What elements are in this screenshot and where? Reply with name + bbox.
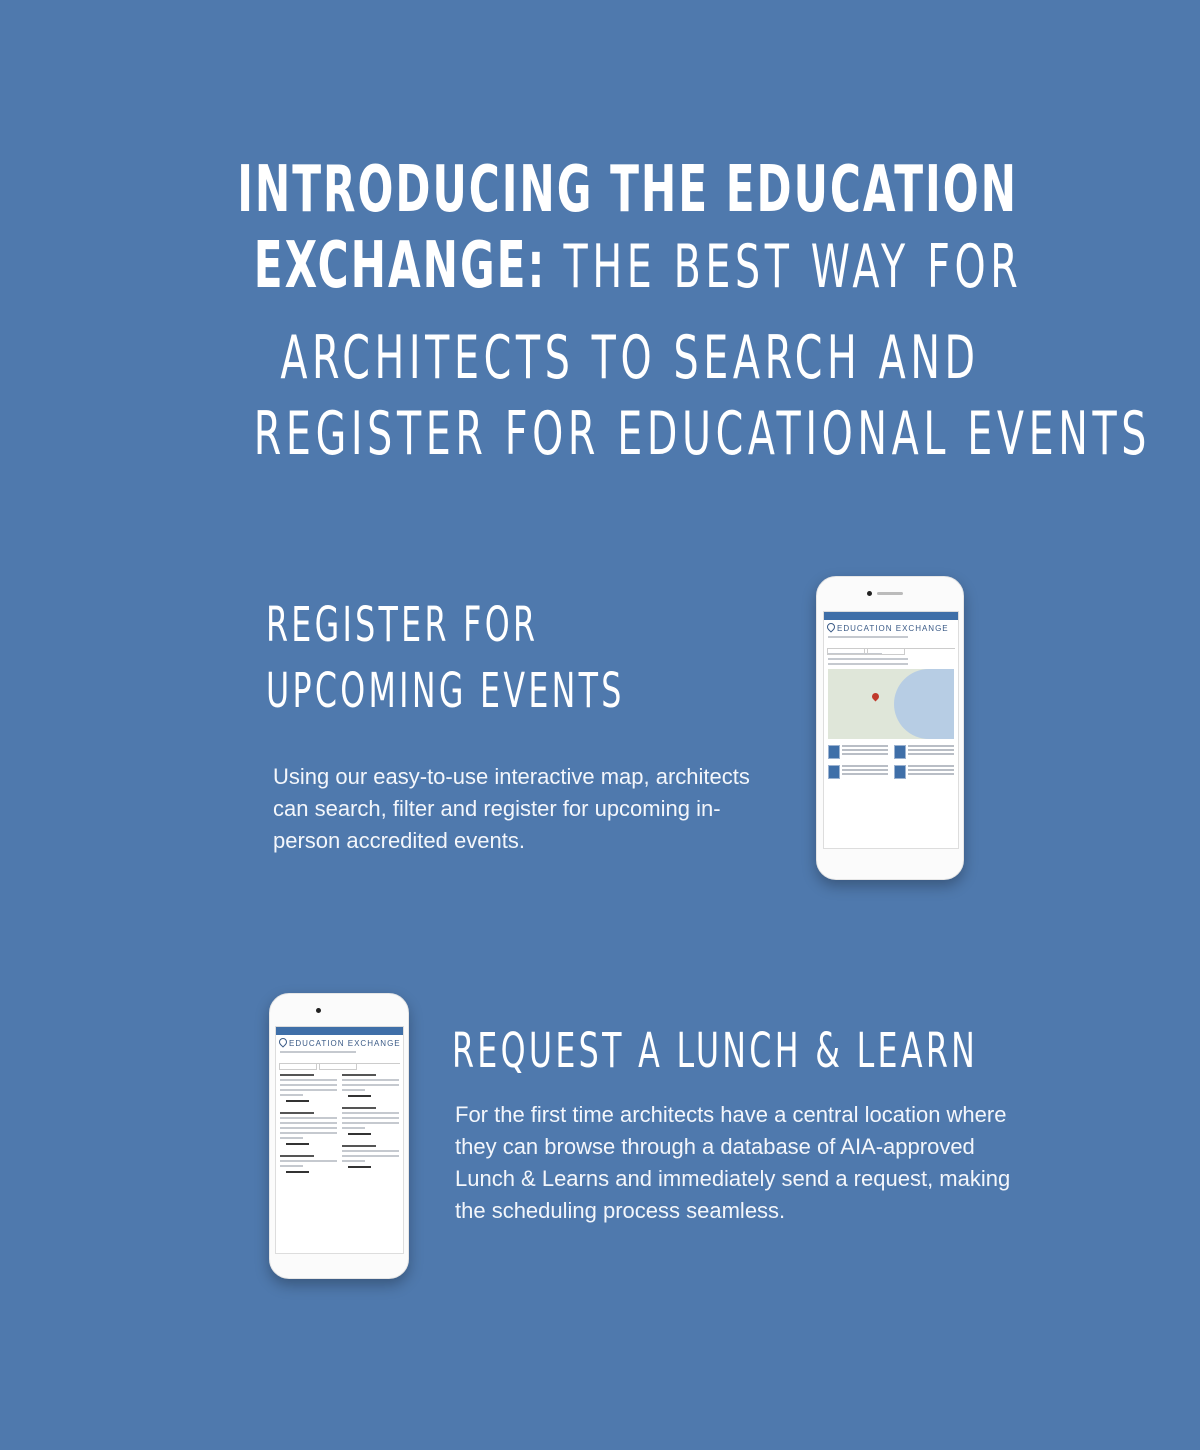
lunch-learn-section-description: For the first time architects have a central location where they can browse through a database of AIA-approved Lunch & Learns and immediately send a request, making the scheduling process seamless. (455, 1102, 1011, 1223)
screen-map (828, 669, 954, 739)
app-top-bar (276, 1027, 403, 1035)
request-lunch-learn-link (286, 1100, 309, 1102)
screen-event-row (828, 745, 954, 759)
event-date-badge (894, 745, 906, 759)
screen-tabs (827, 642, 955, 649)
screen-listing-columns (276, 1068, 403, 1186)
phone-mockup-map (816, 576, 964, 880)
register-title-line-1: REGISTER FOR (266, 597, 539, 653)
event-date-badge (828, 745, 840, 759)
request-lunch-learn-link (348, 1095, 371, 1097)
screen-event (894, 745, 954, 759)
headline-line-3: ARCHITECTS TO SEARCH AND (280, 323, 980, 393)
register-section-description: Using our easy-to-use interactive map, architects can search, filter and register for upcoming in-person accredited events. (273, 764, 750, 853)
headline-line-2 (253, 228, 1023, 320)
request-lunch-learn-link (348, 1133, 371, 1135)
screen-tab (827, 648, 865, 655)
event-date-badge (894, 765, 906, 779)
screen-listing-column (342, 1071, 399, 1183)
phone-camera (316, 1008, 321, 1013)
phone-speaker (877, 592, 903, 595)
map-pin-icon (871, 692, 881, 702)
phone-mockup-lunch-learn (269, 993, 409, 1279)
register-title-line-2: UPCOMING EVENTS (266, 663, 625, 719)
event-text (842, 765, 888, 779)
headline-bold-part: EXCHANGE: (253, 229, 547, 303)
app-brand-text: EDUCATION EXCHANGE (289, 1039, 401, 1048)
request-lunch-learn-link (348, 1166, 371, 1168)
register-section-title (266, 592, 625, 724)
screen-filter-line (828, 663, 908, 665)
phone-screen-lunch-learn (275, 1026, 404, 1254)
screen-event (828, 765, 888, 779)
lunch-learn-section-title: REQUEST A LUNCH & LEARN (452, 1023, 979, 1079)
screen-event (894, 765, 954, 779)
headline-light-part: THE BEST WAY FOR (546, 232, 1023, 302)
app-top-bar (824, 612, 958, 620)
phone-camera (867, 591, 872, 596)
headline-line-1: INTRODUCING THE EDUCATION (237, 153, 1018, 227)
screen-subtitle-line (280, 1051, 356, 1053)
screen-tab (319, 1063, 357, 1070)
app-brand (824, 620, 958, 633)
hero-headline (0, 152, 1200, 472)
screen-tabs (279, 1057, 400, 1064)
location-pin-icon (825, 621, 836, 632)
screen-subtitle-line (828, 636, 908, 638)
app-brand (276, 1035, 403, 1048)
location-pin-icon (277, 1036, 288, 1047)
event-text (842, 745, 888, 759)
screen-listing-column (280, 1071, 337, 1183)
event-text (908, 765, 954, 779)
request-lunch-learn-link (286, 1171, 309, 1173)
headline-line-4: REGISTER FOR EDUCATIONAL EVENTS (253, 399, 1152, 469)
phone-screen-events (823, 611, 959, 849)
screen-event-row (828, 765, 954, 779)
event-date-badge (828, 765, 840, 779)
screen-event (828, 745, 888, 759)
app-brand-text: EDUCATION EXCHANGE (837, 624, 949, 633)
event-text (908, 745, 954, 759)
map-water (894, 669, 954, 739)
screen-filter-line (828, 658, 908, 660)
request-lunch-learn-link (286, 1143, 309, 1145)
screen-tab (867, 648, 905, 655)
screen-tab (279, 1063, 317, 1070)
